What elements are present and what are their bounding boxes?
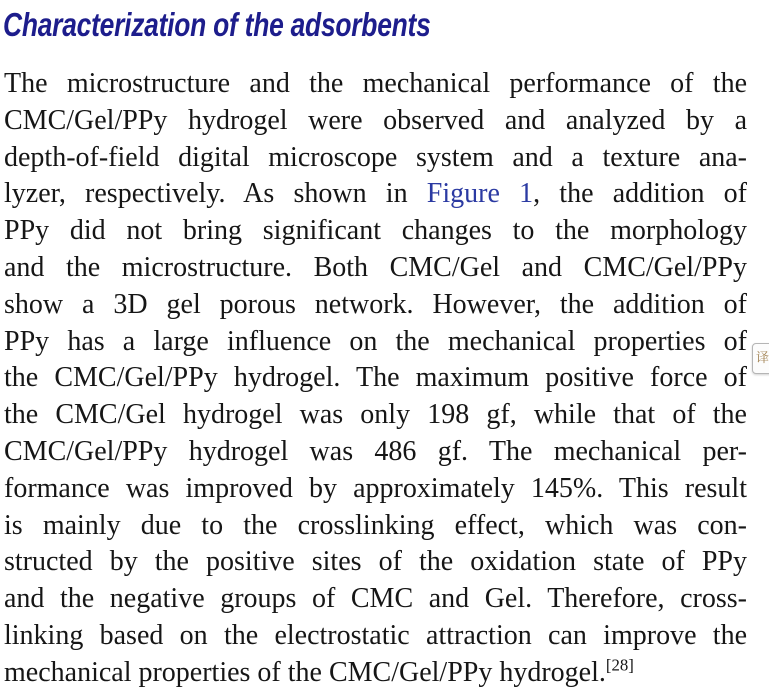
text-line [4,508,747,545]
text-line [4,250,747,287]
text-segment: lyzer, respectively. As shown in [4,178,427,210]
text-segment: structed by the positive sites of the oxidation state of PPy [4,546,747,578]
text-segment: mechanical properties of the CMC/Gel/PPy hydrogel. [4,656,606,688]
figure-1-link[interactable]: Figure 1 [426,178,534,210]
text-segment: show a 3D gel porous network. However, the addition of [4,288,747,320]
translate-popup-button[interactable] [752,343,769,374]
translate-icon: 译 [756,351,769,366]
citation-ref-28: [28] [605,655,634,675]
body-paragraph [4,66,747,692]
text-segment: PPy did not bring significant changes to the morphology [4,215,747,247]
text-line [4,66,747,103]
text-segment: CMC/Gel/PPy hydrogel was 486 gf. The mechanical per- [4,435,747,467]
text-line [4,655,747,692]
text-segment: CMC/Gel/PPy hydrogel were observed and analyzed by a [4,104,747,136]
text-line [4,434,747,471]
text-line [4,176,747,213]
text-segment: PPy has a large influence on the mechanical properties of [4,325,747,357]
text-line [4,140,747,177]
text-line [4,324,747,361]
text-segment: linking based on the electrostatic attraction can improve the [4,619,747,651]
text-line [4,360,747,397]
text-line [4,103,747,140]
text-segment: , the addition of [533,178,747,210]
text-segment: formance was improved by approximately 145%. This result [4,472,747,504]
text-line [4,544,747,581]
text-line [4,287,747,324]
text-segment: and the negative groups of CMC and Gel. Therefore, cross- [4,583,747,615]
text-line [4,397,747,434]
text-segment: is mainly due to the crosslinking effect, which was con- [4,509,747,541]
text-line [4,618,747,655]
section-heading: Characterization of the adsorbents [3,6,431,43]
text-segment: depth-of-field digital microscope system and a texture ana- [4,141,747,173]
text-line [4,471,747,508]
text-segment: the CMC/Gel hydrogel was only 198 gf, while that of the [4,399,747,431]
text-segment: The microstructure and the mechanical performance of the [4,68,747,99]
text-line [4,581,747,618]
text-line [4,213,747,250]
text-segment: the CMC/Gel/PPy hydrogel. The maximum positive force of [4,362,747,394]
text-segment: and the microstructure. Both CMC/Gel and CMC/Gel/PPy [4,251,747,283]
